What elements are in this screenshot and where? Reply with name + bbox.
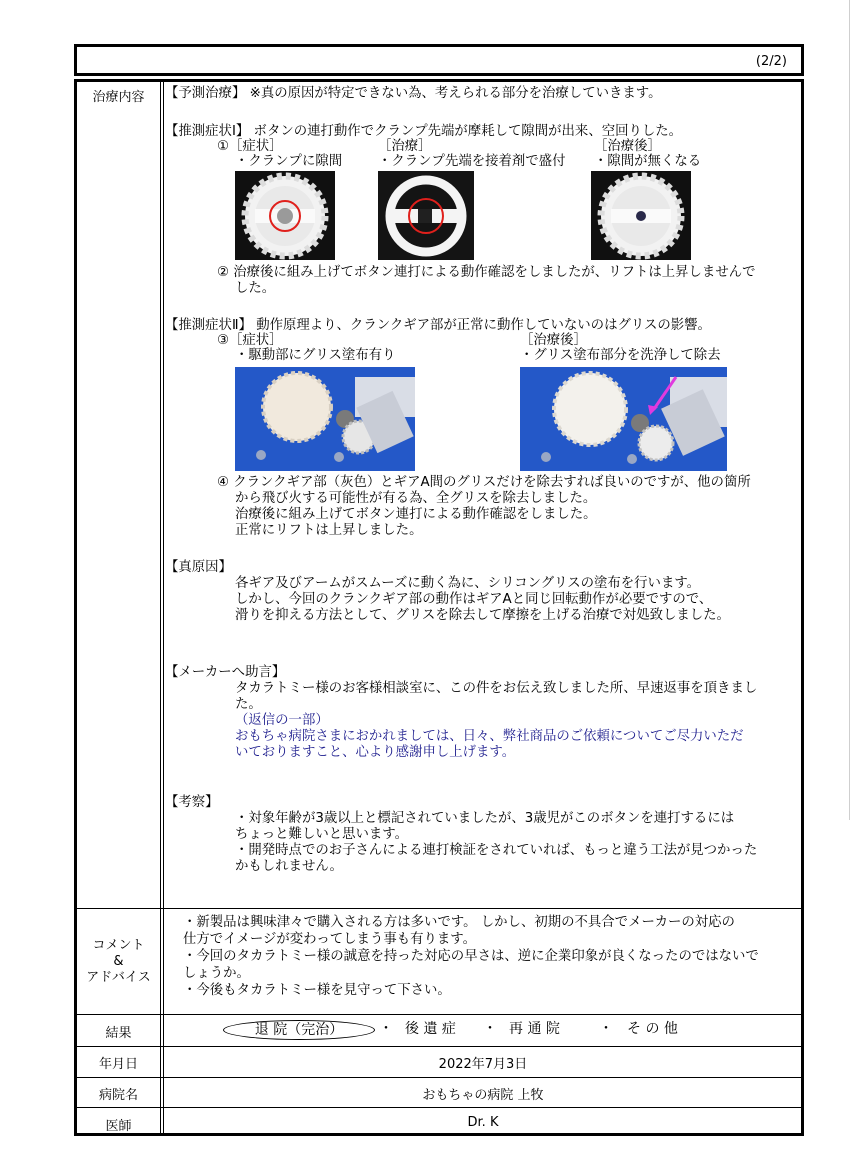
gear-image — [591, 171, 691, 260]
symptom1-col3-title: ［治療後］ — [594, 139, 661, 154]
symptom2-note-line: ④ クランクギア部（灰色）とギアA間のグリスだけを除去すれば良いのですが、他の箇所 — [217, 475, 751, 490]
consideration-line: ・開発時点でのお子さんによる連打検証をされていれば、もっと違う工法が見つかった — [235, 843, 758, 858]
result-option-other: そ の 他 — [627, 1021, 678, 1037]
hospital-value: おもちゃの病院 上牧 — [422, 1088, 544, 1103]
result-content — [165, 1014, 795, 1046]
result-option-discharge: 退 院（完治） — [254, 1022, 344, 1038]
treatment-label: 治療内容 — [92, 90, 145, 105]
symptom2-note-line: 正常にリフトは上昇しました。 — [235, 523, 423, 538]
comment-line: ・今回のタカラトミー様の誠意を持った対応の早さは、逆に企業印象が良くなったのではないで — [183, 949, 759, 964]
photo-grease-applied — [235, 367, 415, 471]
hospital-label: 病院名 — [98, 1088, 138, 1103]
symptom2-note-line: 治療後に組み上げてボタン連打による動作確認をしました。 — [235, 507, 597, 522]
symptom2-col2-title: ［治療後］ — [520, 333, 587, 348]
symptom1-col1-desc: ・クランプに隙間 — [235, 154, 343, 169]
result-selected-ellipse — [223, 1020, 375, 1040]
date-label: 年月日 — [98, 1057, 138, 1072]
treatment-intro: 【予測治療】 ※真の原因が特定できない為、考えられる部分を治療していきます。 — [165, 86, 662, 101]
page-number: (2/2) — [755, 54, 787, 69]
comment-label-line: アドバイス — [86, 970, 151, 985]
true-cause-line: 各ギア及びアームがスムーズに動く為に、シリコングリスの塗布を行います。 — [235, 576, 701, 591]
photo-clamp-repair — [378, 171, 474, 260]
symptom2-col1-title: ③［症状］ — [217, 333, 283, 348]
column-divider — [160, 82, 164, 1133]
page-edge-line — [849, 0, 850, 820]
reply-label: （返信の一部） — [235, 713, 329, 728]
comment-content — [165, 908, 795, 1014]
symptom2-heading: 【推測症状Ⅱ】 動作原理より、クランクギア部が正常に動作していないのはグリスの影響。 — [165, 318, 711, 333]
true-cause-line: 滑りを抑える方法として、グリスを除去して摩擦を上げる治療で対処致しました。 — [235, 608, 730, 623]
consideration-heading: 【考察】 — [165, 795, 219, 810]
result-option-revisit: 再 通 院 — [509, 1021, 560, 1037]
gear-image — [235, 171, 335, 260]
crank-gear-image — [520, 367, 727, 471]
result-separator: ・ — [483, 1021, 497, 1037]
row-divider — [77, 1077, 801, 1078]
symptom1-col3-desc: ・隙間が無くなる — [594, 154, 702, 169]
row-divider — [77, 1046, 801, 1047]
result-separator: ・ — [599, 1021, 613, 1037]
result-option-aftereffect: 後 遺 症 — [405, 1021, 456, 1037]
symptom2-note-line: から飛び火する可能性が有る為、全グリスを除去しました。 — [235, 491, 597, 506]
symptom2-col1-desc: ・駆動部にグリス塗布有り — [235, 348, 396, 363]
consideration-line: かもしれません。 — [235, 859, 343, 874]
row-divider — [77, 1107, 801, 1108]
true-cause-line: しかし、今回のクランクギア部の動作はギアAと同じ回転動作が必要ですので、 — [235, 592, 713, 607]
comment-label — [77, 938, 160, 986]
result-label: 結果 — [105, 1026, 132, 1041]
report-sheet — [74, 44, 804, 1136]
photo-gap-closed — [591, 171, 691, 260]
consideration-line: ・対象年齢が3歳以上と標記されていましたが、3歳児がこのボタンを連打するには — [235, 811, 735, 826]
comment-line: 仕方でイメージが変わってしまう事も有ります。 — [183, 932, 476, 947]
doctor-label: 医師 — [105, 1119, 132, 1134]
true-cause-heading: 【真原因】 — [165, 560, 232, 575]
advice-heading: 【メーカーへ助言】 — [165, 665, 286, 680]
symptom1-col2-desc: ・クランプ先端を接着剤で盛付 — [378, 154, 566, 169]
comment-label-line: & — [113, 954, 124, 969]
page-number-box — [74, 44, 804, 76]
report-table — [74, 79, 804, 1136]
comment-line: しょうか。 — [183, 966, 250, 981]
reply-line: いておりますこと、心より感謝申し上げます。 — [235, 745, 516, 760]
symptom2-col2-desc: ・グリス塗布部分を洗浄して除去 — [520, 348, 721, 363]
doctor-value: Dr. K — [467, 1115, 499, 1130]
symptom1-col2-title: ［治療］ — [378, 139, 432, 154]
comment-line: ・新製品は興味津々で購入される方は多いです。 しかし、初期の不具合でメーカーの対応の — [183, 915, 735, 930]
symptom1-col1-title: ①［症状］ — [217, 139, 283, 154]
comment-line: ・今後もタカラトミー様を見守って下さい。 — [183, 983, 451, 998]
comment-label-line: コメント — [92, 938, 145, 953]
consideration-line: ちょっと難しいと思います。 — [235, 827, 409, 842]
symptom1-heading: 【推測症状Ⅰ】 ボタンの連打動作でクランプ先端が摩耗して隙間が出来、空回りした。 — [165, 124, 683, 139]
clamp-image — [378, 171, 474, 260]
crank-gear-image — [235, 367, 415, 471]
photo-grease-removed — [520, 367, 727, 471]
photo-clamp-gap — [235, 171, 335, 260]
symptom1-note-line: ② 治療後に組み上げてボタン連打による動作確認をしましたが、リフトは上昇しませんで — [217, 265, 756, 280]
advice-line: タカラトミー様のお客様相談室に、この件をお伝え致しました所、早速返事を頂きまし — [235, 681, 758, 696]
result-separator: ・ — [379, 1021, 393, 1037]
symptom1-note-line: した。 — [235, 281, 276, 296]
treatment-content — [165, 82, 795, 908]
date-value: 2022年7月3日 — [438, 1057, 528, 1072]
advice-line: た。 — [235, 697, 262, 712]
reply-line: おもちゃ病院さまにおかれましては、日々、弊社商品のご依頼についてご尽力いただ — [235, 729, 744, 744]
